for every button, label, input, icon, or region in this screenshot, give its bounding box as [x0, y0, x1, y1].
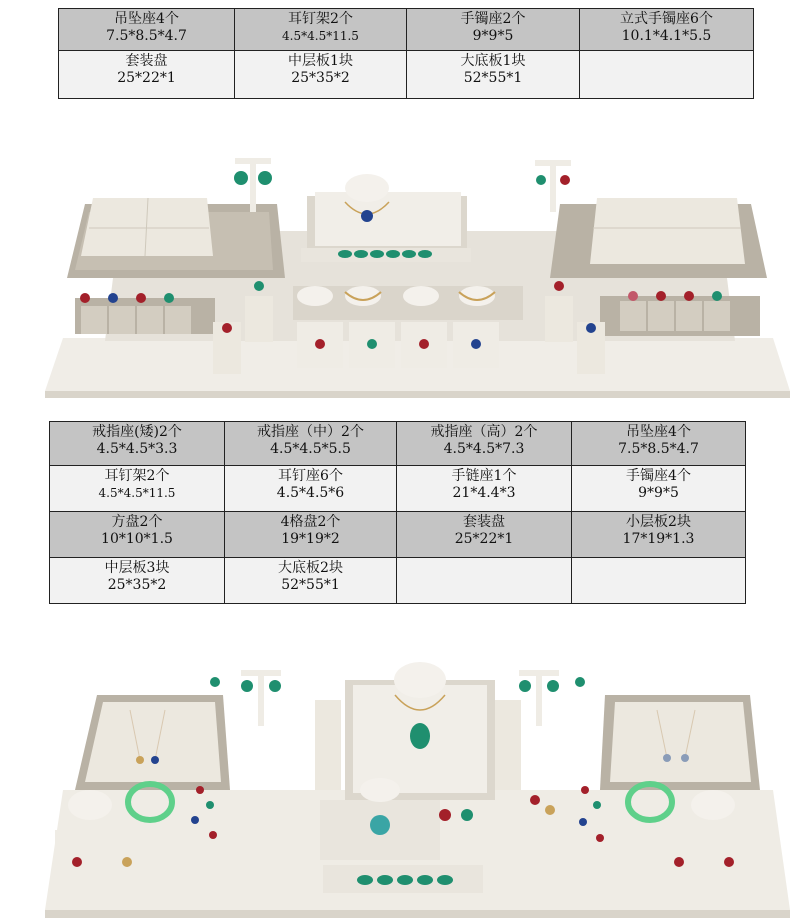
table-cell: 中层板3块 25*35*2: [50, 558, 225, 604]
spec-table-2: [49, 421, 746, 604]
table-cell: 耳钉座6个 4.5*4.5*6: [225, 466, 397, 512]
table-cell: 4格盘2个 19*19*2: [225, 512, 397, 558]
table-cell: 大底板2块 52*55*1: [225, 558, 397, 604]
table-cell: 戒指座（中）2个 4.5*4.5*5.5: [225, 422, 397, 466]
table-row: [50, 466, 746, 512]
table-cell: 耳钉架2个 4.5*4.5*11.5: [235, 9, 407, 51]
table-cell: 中层板1块 25*35*2: [235, 51, 407, 99]
table-cell: 手镯座4个 9*9*5: [572, 466, 746, 512]
table-cell: 吊坠座4个 7.5*8.5*4.7: [572, 422, 746, 466]
table-cell: 立式手镯座6个 10.1*4.1*5.5: [580, 9, 754, 51]
table-row: [59, 51, 754, 99]
table-cell: [397, 558, 572, 604]
table-row: [50, 558, 746, 604]
table-cell: 小层板2块 17*19*1.3: [572, 512, 746, 558]
table-cell: [572, 558, 746, 604]
table-cell: 大底板1块 52*55*1: [407, 51, 580, 99]
table-cell: 戒指座（高）2个 4.5*4.5*7.3: [397, 422, 572, 466]
table-cell: 戒指座(矮)2个 4.5*4.5*3.3: [50, 422, 225, 466]
table-cell: 套装盘 25*22*1: [397, 512, 572, 558]
table-row: [50, 422, 746, 466]
spec-table-1: [58, 8, 754, 99]
table-cell: 手链座1个 21*4.4*3: [397, 466, 572, 512]
table-cell: 耳钉架2个 4.5*4.5*11.5: [50, 466, 225, 512]
table-cell: [580, 51, 754, 99]
jewelry-display-photo-1: [45, 136, 790, 398]
jewelry-display-photo-2: [45, 640, 790, 918]
table-row: [59, 9, 754, 51]
table-cell: 套装盘 25*22*1: [59, 51, 235, 99]
table-cell: 吊坠座4个 7.5*8.5*4.7: [59, 9, 235, 51]
table-cell: 手镯座2个 9*9*5: [407, 9, 580, 51]
table-row: [50, 512, 746, 558]
table-cell: 方盘2个 10*10*1.5: [50, 512, 225, 558]
